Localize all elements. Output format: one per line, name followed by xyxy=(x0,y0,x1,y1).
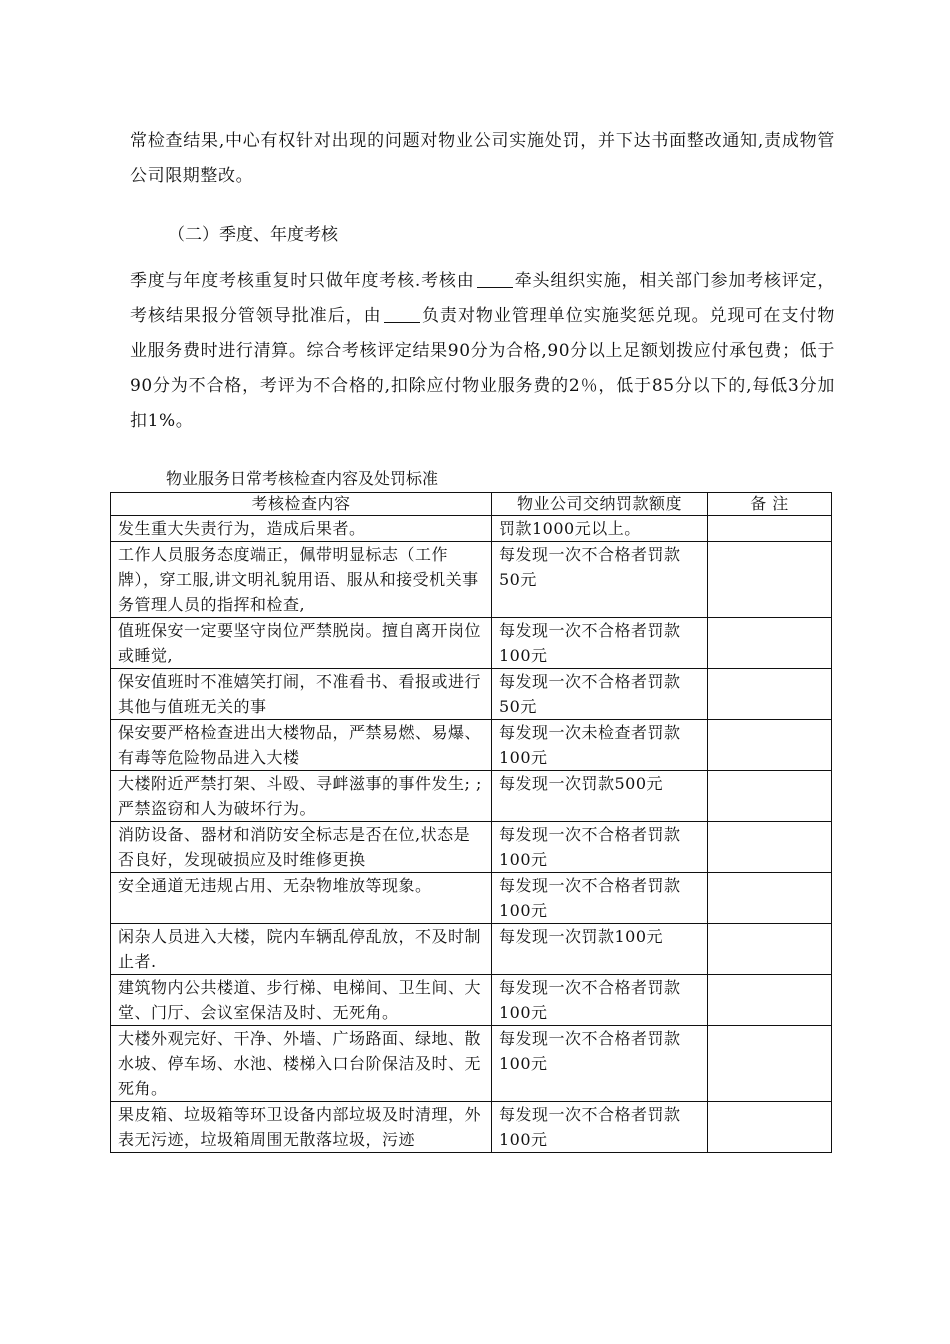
cell-penalty: 每发现一次不合格者罚款100元 xyxy=(492,822,708,873)
cell-penalty: 每发现一次不合格者罚款50元 xyxy=(492,542,708,618)
table-row xyxy=(111,924,832,975)
cell-remarks xyxy=(708,873,832,924)
cell-penalty: 每发现一次不合格者罚款50元 xyxy=(492,669,708,720)
cell-remarks xyxy=(708,771,832,822)
cell-remarks xyxy=(708,542,832,618)
cell-penalty: 每发现一次不合格者罚款100元 xyxy=(492,1026,708,1102)
table-row xyxy=(111,516,832,542)
paragraph-assessment xyxy=(130,264,835,439)
cell-remarks xyxy=(708,822,832,873)
table-caption: 物业服务日常考核检查内容及处罚标准 xyxy=(166,469,439,488)
cell-penalty: 每发现一次不合格者罚款100元 xyxy=(492,873,708,924)
cell-content: 安全通道无违规占用、无杂物堆放等现象。 xyxy=(111,873,492,924)
cell-remarks xyxy=(708,720,832,771)
cell-remarks xyxy=(708,1102,832,1153)
paragraph-text-part-1: 季度与年度考核重复时只做年度考核.考核由 xyxy=(130,271,475,291)
cell-content: 保安要严格检查进出大楼物品，严禁易燃、易爆、有毒等危险物品进入大楼 xyxy=(111,720,492,771)
paragraph-intro: 常检查结果,中心有权针对出现的问题对物业公司实施处罚，并下达书面整改通知,责成物管公司限期整改。 xyxy=(130,131,835,186)
section-heading: （二）季度、年度考核 xyxy=(168,225,338,245)
cell-content: 保安值班时不准嬉笑打闹，不准看书、看报或进行其他与值班无关的事 xyxy=(111,669,492,720)
table-header-row xyxy=(111,493,832,516)
cell-penalty: 每发现一次不合格者罚款100元 xyxy=(492,1102,708,1153)
table-row xyxy=(111,618,832,669)
cell-content: 果皮箱、垃圾箱等环卫设备内部垃圾及时清理，外表无污迹，垃圾箱周围无散落垃圾，污迹 xyxy=(111,1102,492,1153)
table-row xyxy=(111,1102,832,1153)
cell-remarks xyxy=(708,618,832,669)
cell-remarks xyxy=(708,516,832,542)
cell-penalty: 每发现一次不合格者罚款100元 xyxy=(492,975,708,1026)
header-content: 考核检查内容 xyxy=(111,493,492,516)
fill-in-blank xyxy=(384,304,420,323)
paragraph-text-part-2: 牵头组织实施，相关部门参加考核评定，考核结果报分管领导批准后，由 xyxy=(130,271,835,326)
cell-remarks xyxy=(708,1026,832,1102)
table-row xyxy=(111,669,832,720)
cell-content: 大楼附近严禁打架、斗殴、寻衅滋事的事件发生; ;严禁盗窃和人为破坏行为。 xyxy=(111,771,492,822)
header-remarks: 备 注 xyxy=(708,493,832,516)
cell-content: 值班保安一定要坚守岗位严禁脱岗。擅自离开岗位或睡觉, xyxy=(111,618,492,669)
cell-content: 建筑物内公共楼道、步行梯、电梯间、卫生间、大堂、门厅、会议室保洁及时、无死角。 xyxy=(111,975,492,1026)
fill-in-blank xyxy=(477,269,513,288)
cell-remarks xyxy=(708,924,832,975)
table-row xyxy=(111,975,832,1026)
cell-penalty: 每发现一次罚款100元 xyxy=(492,924,708,975)
cell-content: 发生重大失责行为，造成后果者。 xyxy=(111,516,492,542)
table-row xyxy=(111,542,832,618)
cell-content: 闲杂人员进入大楼，院内车辆乱停乱放，不及时制止者. xyxy=(111,924,492,975)
table-row xyxy=(111,822,832,873)
cell-penalty: 每发现一次未检查者罚款100元 xyxy=(492,720,708,771)
table-row xyxy=(111,873,832,924)
cell-content: 工作人员服务态度端正，佩带明显标志（工作牌），穿工服,讲文明礼貌用语、服从和接受机关事务管理人员的指挥和检查, xyxy=(111,542,492,618)
cell-penalty: 每发现一次罚款500元 xyxy=(492,771,708,822)
penalty-table xyxy=(110,492,832,1153)
cell-penalty: 罚款1000元以上。 xyxy=(492,516,708,542)
table-row xyxy=(111,771,832,822)
table-row xyxy=(111,1026,832,1102)
header-penalty: 物业公司交纳罚款额度 xyxy=(492,493,708,516)
cell-content: 大楼外观完好、干净、外墙、广场路面、绿地、散水坡、停车场、水池、楼梯入口台阶保洁及时、无死角。 xyxy=(111,1026,492,1102)
cell-remarks xyxy=(708,669,832,720)
cell-penalty: 每发现一次不合格者罚款100元 xyxy=(492,618,708,669)
cell-content: 消防设备、器材和消防安全标志是否在位,状态是否良好，发现破损应及时维修更换 xyxy=(111,822,492,873)
table-row xyxy=(111,720,832,771)
paragraph-text-part-3: 负责对物业管理单位实施奖惩兑现。兑现可在支付物业服务费时进行清算。综合考核评定结果90分为合格,90分以上足额划拨应付承包费；低于90分为不合格，考评为不合格的,扣除应付物业服务费的2％，低于85分以下的,每低3分加扣1%。 xyxy=(130,306,835,431)
cell-remarks xyxy=(708,975,832,1026)
